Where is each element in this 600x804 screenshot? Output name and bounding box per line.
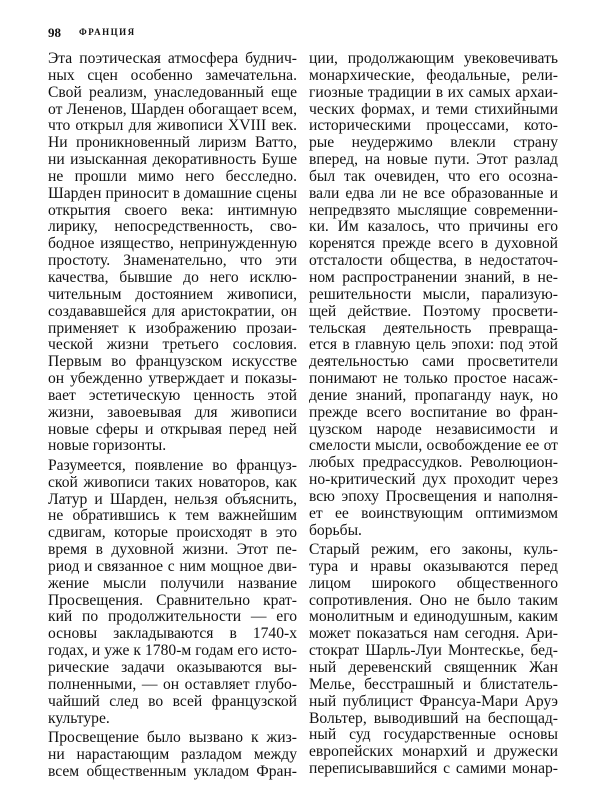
text-line: ни нарастающим разладом между	[48, 746, 297, 763]
text-line: Мелье, бесстрашный и блистатель-	[309, 676, 558, 693]
text-line: создававшейся для аристократии, он	[48, 303, 297, 320]
text-line: применяет к изображению прозаи-	[48, 320, 297, 337]
paragraph	[48, 51, 297, 455]
text-line: но-критический дух проходит через	[309, 472, 558, 489]
paragraph	[309, 51, 558, 539]
text-line: смелости мысли, освобождение ее от	[309, 438, 558, 455]
text-line: жение мысли получили название	[48, 575, 297, 592]
text-line: полненными, — он оставляет глубо-	[48, 676, 297, 693]
text-line: монолитным и единодушным, каким	[309, 609, 558, 626]
text-line: от Лененов, Шарден обогащает всем,	[48, 101, 297, 118]
text-line: понимают не только простое насаж-	[309, 371, 558, 388]
text-line: отсталости общества, в недостаточ-	[309, 253, 558, 270]
text-line: деятельностью сами просветители	[309, 354, 558, 371]
text-line: не прошли мимо него бесследно.	[48, 168, 297, 185]
text-line: ном распространении знаний, в не-	[309, 269, 558, 286]
text-line: всю эпоху Просвещения и наполня-	[309, 488, 558, 505]
running-head: ФРАНЦИЯ	[79, 27, 136, 37]
text-line: ческой жизни третьего сословия.	[48, 337, 297, 354]
text-line: Эта поэтическая атмосфера буднич-	[48, 51, 297, 67]
text-line: ской живописи таких новаторов, как	[48, 474, 297, 491]
text-line: вает эстетическую ценность этой	[48, 387, 297, 404]
text-line: сопротивления. Оно не было таким	[309, 592, 558, 609]
text-line: Просвещения. Сравнительно крат-	[48, 592, 297, 609]
text-line: Вольтер, выводивший на беспощад-	[309, 710, 558, 727]
text-line: Свой реализм, унаследованный еще	[48, 84, 297, 101]
text-line: что открыл для живописи XVIII век.	[48, 118, 297, 135]
text-line: культуре.	[48, 710, 110, 727]
text-line: коренятся прежде всего в духовной	[309, 236, 558, 253]
text-line: вали едва ли не все образованные и	[309, 185, 558, 202]
text-line: чайший след во всей французской	[48, 693, 297, 710]
text-line: ных сцен особенно замечательна.	[48, 67, 297, 84]
text-line: Шарден приносит в домашние сцены	[48, 185, 297, 202]
text-line: он убежденно утверждает и показы-	[48, 371, 297, 388]
text-line: европейских монархий и дружески	[309, 744, 558, 761]
text-line: ный деревенский священник Жан	[309, 659, 558, 676]
text-line: жизни, завоевывая для живописи	[48, 404, 297, 421]
text-line: решительности мысли, парализую-	[309, 286, 558, 303]
paragraph	[48, 458, 297, 728]
text-line: Просвещение было вызвано к жиз-	[48, 729, 297, 746]
page-number: 98	[48, 25, 61, 40]
text-line: непредвзято мыслящие современни-	[309, 202, 558, 219]
text-line: качества, бывшие до него исклю-	[48, 269, 297, 286]
text-line: ческих формах, и теми стихийными	[309, 101, 558, 118]
text-line: не обратившись к тем важнейшим	[48, 508, 297, 525]
text-column-right	[309, 51, 558, 780]
text-line: был так очевиден, что его осозна-	[309, 168, 558, 185]
text-line: лирику, непосредственность, сво-	[48, 219, 297, 236]
text-line: Латур и Шарден, нельзя объяснить,	[48, 491, 297, 508]
paragraph	[48, 730, 297, 781]
text-line: ки. Им казалось, что причины его	[309, 219, 558, 236]
paragraph	[309, 542, 558, 778]
text-line: простоту. Знаменательно, что эти	[48, 253, 297, 270]
text-line: щей действие. Поэтому просвети-	[309, 303, 558, 320]
text-line: вперед, на новые пути. Этот разлад	[309, 152, 558, 169]
text-line: бодное изящество, непринужденную	[48, 236, 297, 253]
text-line: ный суд государственные основы	[309, 727, 558, 744]
text-line: любых предрассудков. Революцион-	[309, 455, 558, 472]
text-line: всем общественным укладом Фран-	[48, 763, 297, 780]
text-line: цузском народе независимости и	[309, 421, 558, 438]
text-line: новые горизонты.	[48, 438, 167, 455]
text-line: историческими процессами, кото-	[309, 118, 558, 135]
text-line: прежде всего воспитание во фран-	[309, 404, 558, 421]
text-line: тура и нравы оказываются перед	[309, 558, 558, 575]
text-line: ции, продолжающим увековечивать	[309, 51, 558, 67]
text-line: Ни проникновенный лиризм Ватто,	[48, 135, 297, 152]
text-line: монархические, феодальные, рели-	[309, 67, 558, 84]
text-line: может показаться нам сегодня. Ари-	[309, 626, 558, 643]
text-line: стократ Шарль-Луи Монтескье, бед-	[309, 643, 558, 660]
text-line: время в духовной жизни. Этот пе-	[48, 542, 297, 559]
text-line: основы закладываются в 1740-х	[48, 626, 297, 643]
text-line: кий по продолжительности — его	[48, 609, 297, 626]
text-line: дение знаний, пропаганду наук, но	[309, 387, 558, 404]
text-line: переписывавшийся с самими монар-	[309, 761, 558, 778]
text-line: гиозные традиции в их самых архаи-	[309, 84, 558, 101]
text-column-left	[48, 51, 297, 783]
text-line: тельская деятельность превраща-	[309, 320, 558, 337]
text-line: ет ее воинствующим оптимизмом	[309, 505, 558, 522]
text-line: открытия своего века: интимную	[48, 202, 297, 219]
text-line: новые сферы и открывая перед ней	[48, 421, 297, 438]
text-line: борьбы.	[309, 522, 362, 539]
page-header	[48, 25, 136, 41]
text-line: Старый режим, его законы, куль-	[309, 542, 558, 559]
text-line: Разумеется, появление во француз-	[48, 457, 297, 474]
text-line: сдвигам, которые происходят в это	[48, 525, 297, 542]
text-line: рические задачи оказываются вы-	[48, 659, 297, 676]
text-line: рые неудержимо влекли страну	[309, 135, 558, 152]
text-line: ется в главную цель эпохи: под этой	[309, 337, 558, 354]
text-line: чительным достоянием живописи,	[48, 286, 297, 303]
text-line: ный публицист Франсуа-Мари Аруэ	[309, 693, 558, 710]
text-line: лицом широкого общественного	[309, 575, 558, 592]
text-line: ни изысканная декоративность Буше	[48, 152, 297, 169]
text-line: риод и связанное с ним мощное дви-	[48, 558, 297, 575]
text-line: Первым во французском искусстве	[48, 354, 297, 371]
text-line: годах, и уже к 1780-м годам его исто-	[48, 643, 297, 660]
